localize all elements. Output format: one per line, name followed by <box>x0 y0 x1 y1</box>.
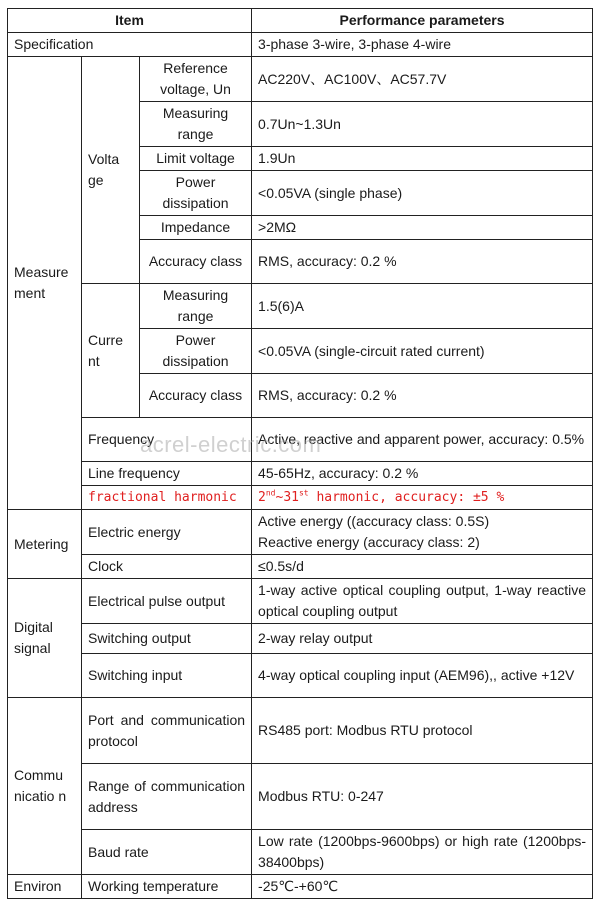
voltage-param-name: Reference voltage, Un <box>140 57 252 102</box>
voltage-param-name: Measuring range <box>140 102 252 147</box>
voltage-param-value: >2MΩ <box>252 216 593 240</box>
table-row <box>8 555 593 579</box>
energy-value <box>252 510 593 555</box>
harmonic-pre: 2 <box>258 490 266 505</box>
metering-label: Metering <box>8 510 82 579</box>
line-frequency-name: Line frequency <box>82 462 252 486</box>
header-item: Item <box>8 9 252 33</box>
current-param-name: Power dissipation <box>140 329 252 374</box>
communication-value: RS485 port: Modbus RTU protocol <box>252 698 593 764</box>
communication-value: Modbus RTU: 0-247 <box>252 764 593 830</box>
table-row <box>8 284 593 329</box>
harmonic-name: fractional harmonic <box>82 486 252 510</box>
table-row <box>8 57 593 102</box>
communication-label: Commu nicatio n <box>8 698 82 875</box>
table-row <box>8 33 593 57</box>
table-row <box>8 418 593 462</box>
voltage-param-value: 0.7Un~1.3Un <box>252 102 593 147</box>
specification-value: 3-phase 3-wire, 3-phase 4-wire <box>252 33 593 57</box>
current-param-value: RMS, accuracy: 0.2 % <box>252 374 593 418</box>
voltage-param-value: RMS, accuracy: 0.2 % <box>252 240 593 284</box>
environ-name: Working temperature <box>82 875 252 899</box>
energy-name: Electric energy <box>82 510 252 555</box>
harmonic-mid: ~31 <box>275 490 299 505</box>
table-row <box>8 579 593 624</box>
voltage-param-value: 1.9Un <box>252 147 593 171</box>
current-param-value: <0.05VA (single-circuit rated current) <box>252 329 593 374</box>
digital-name: Electrical pulse output <box>82 579 252 624</box>
communication-name: Port and communication protocol <box>82 698 252 764</box>
harmonic-sup-st: st <box>298 488 309 498</box>
table-row <box>8 462 593 486</box>
line-frequency-value: 45-65Hz, accuracy: 0.2 % <box>252 462 593 486</box>
table-row <box>8 624 593 654</box>
energy-line-1: Active energy ((accuracy class: 0.5S) <box>258 513 490 529</box>
current-param-name: Measuring range <box>140 284 252 329</box>
voltage-param-value: <0.05VA (single phase) <box>252 171 593 216</box>
frequency-name: Frequency <box>82 418 252 462</box>
harmonic-post: harmonic, accuracy: ±5 % <box>308 490 505 505</box>
table-row <box>8 510 593 555</box>
header-params: Performance parameters <box>252 9 593 33</box>
voltage-label: Volta ge <box>82 57 140 284</box>
digital-name: Switching input <box>82 654 252 698</box>
spec-table-wrapper <box>7 8 593 899</box>
table-row <box>8 830 593 875</box>
measurement-label: Measure ment <box>8 57 82 510</box>
environ-label: Environ <box>8 875 82 899</box>
header-row <box>8 9 593 33</box>
clock-name: Clock <box>82 555 252 579</box>
harmonic-value <box>252 486 593 510</box>
table-row <box>8 875 593 899</box>
voltage-param-name: Limit voltage <box>140 147 252 171</box>
watermark: acrel-electric.com <box>140 432 322 457</box>
clock-value: ≤0.5s/d <box>252 555 593 579</box>
voltage-param-name: Power dissipation <box>140 171 252 216</box>
current-param-name: Accuracy class <box>140 374 252 418</box>
voltage-param-value: AC220V、AC100V、AC57.7V <box>252 57 593 102</box>
current-param-value: 1.5(6)A <box>252 284 593 329</box>
performance-spec-table <box>7 8 593 899</box>
digital-name: Switching output <box>82 624 252 654</box>
energy-line-2: Reactive energy (accuracy class: 2) <box>258 534 480 550</box>
communication-name: Range of communication address <box>82 764 252 830</box>
communication-name: Baud rate <box>82 830 252 875</box>
table-row <box>8 486 593 510</box>
frequency-value: Active, reactive and apparent power, accuracy: 0.5% <box>252 418 593 462</box>
table-row <box>8 764 593 830</box>
current-label: Curre nt <box>82 284 140 418</box>
table-row <box>8 654 593 698</box>
voltage-param-name: Accuracy class <box>140 240 252 284</box>
environ-value: -25℃-+60℃ <box>252 875 593 899</box>
specification-label: Specification <box>8 33 252 57</box>
digital-value: 1-way active optical coupling output, 1-way reactive optical coupling output <box>252 579 593 624</box>
digital-value: 4-way optical coupling input (AEM96),, active +12V <box>252 654 593 698</box>
communication-value: Low rate (1200bps-9600bps) or high rate (1200bps-38400bps) <box>252 830 593 875</box>
digital-value: 2-way relay output <box>252 624 593 654</box>
digital-label: Digital signal <box>8 579 82 698</box>
harmonic-sup-nd: nd <box>265 488 276 498</box>
table-row <box>8 698 593 764</box>
voltage-param-name: Impedance <box>140 216 252 240</box>
